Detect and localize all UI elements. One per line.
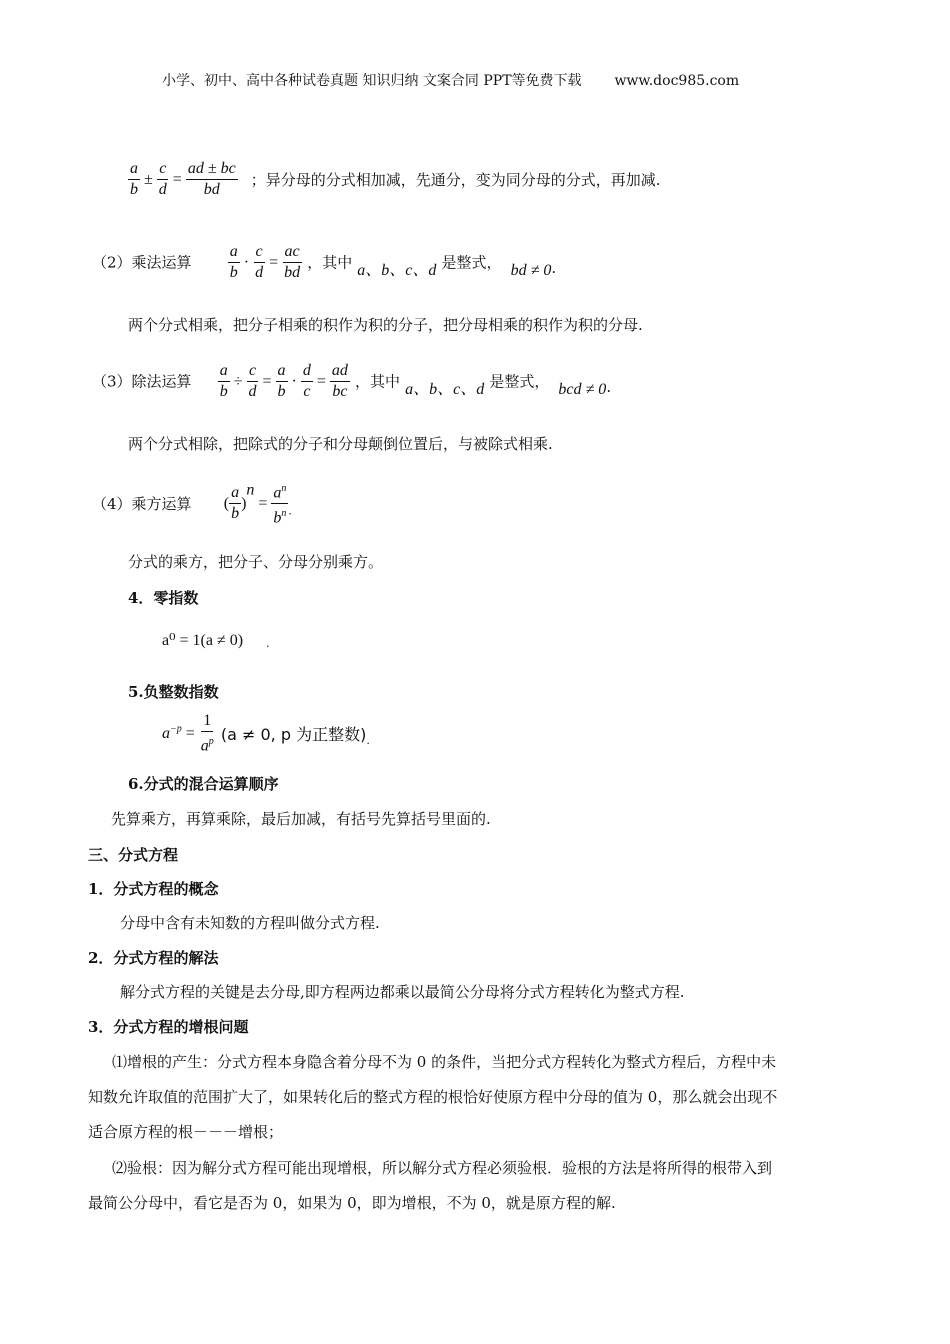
multiplication-is-int: 是整式， <box>441 253 502 272</box>
section3-p1-line1: ⑴增根的产生：分式方程本身隐含着分母不为 0 的条件，当把分式方程转化为整式方程后，方程中未 <box>112 1053 777 1071</box>
order-desc: 先算乘方，再算乘除，最后加减，有括号先算括号里面的. <box>111 810 491 828</box>
section3-title: 三、分式方程 <box>88 846 179 864</box>
division-vars: a、b、c、d <box>405 381 485 398</box>
section3-c3-title: 3．分式方程的增根问题 <box>88 1018 249 1036</box>
neg-exp-row: $a^{-p}$ = $\frac{1}{a^p}$ (a ≠ 0, p 为正整数)$_.$ <box>162 712 370 755</box>
header-text: 小学、初中、高中各种试卷真题 知识归纳 文案合同 PPT等免费下载 <box>162 73 582 89</box>
section3-p2-line1: ⑵验根：因为解分式方程可能出现增根，所以解分式方程必须验根．验根的方法是将所得的根带入到 <box>112 1159 773 1177</box>
zero-exp-formula: a⁰ = 1(a ≠ 0) <box>162 632 244 649</box>
division-row: （3）除法运算 $\frac{a}{b}$ ÷ $\frac{c}{d}$ = $\frac{a}{b}$ · $\frac{d}{c}$ = $\frac{ad}{bc}$ ，其中 a、b、c、d 是整式， bcd ≠ 0. <box>92 362 612 400</box>
power-formula: $\frac{a}{b}$ <box>231 484 240 523</box>
division-desc: 两个分式相除，把除式的分子和分母颠倒位置后，与被除式相乘. <box>128 435 553 453</box>
addition-desc: ；异分母的分式相加减，先通分，变为同分母的分式，再加减. <box>250 170 661 189</box>
power-desc: 分式的乘方，把分子、分母分别乘方。 <box>128 553 384 571</box>
addition-formula: $\frac{a}{b}$ <box>130 160 138 198</box>
page-header <box>162 70 739 90</box>
multiplication-label: （2）乘法运算 <box>92 253 192 272</box>
multiplication-row: （2）乘法运算 $\frac{a}{b}$ · $\frac{c}{d}$ = $\frac{ac}{bd}$ ，其中 a、b、c、d 是整式， bd ≠ 0. <box>92 243 557 281</box>
section3-c1-text: 分母中含有未知数的方程叫做分式方程. <box>120 914 380 932</box>
section3-p1-line2: 知数允许取值的范围扩大了，如果转化后的整式方程的根恰好使原方程中分母的值为 0，那么就会出现不 <box>88 1088 778 1106</box>
power-row: （4）乘方运算 ( $\frac{a}{b}$ )$^n$= $\frac{a^n}{b^n}$ $_.$ <box>92 481 292 527</box>
division-cond: bcd ≠ 0 <box>558 381 607 398</box>
division-formula: $\frac{a}{b}$ <box>219 362 228 400</box>
section3-p2-line2: 最简公分母中，看它是否为 0，如果为 0，即为增根，不为 0，就是原方程的解. <box>88 1194 616 1212</box>
multiplication-desc: 两个分式相乘，把分子相乘的积作为积的分子，把分母相乘的积作为积的分母. <box>128 316 643 334</box>
multiplication-cond: bd ≠ 0 <box>510 262 552 279</box>
section3-c2-title: 2．分式方程的解法 <box>88 949 219 967</box>
power-label: （4）乘方运算 <box>92 494 192 513</box>
zero-exp-title: 4．零指数 <box>128 589 199 607</box>
multiplication-formula: $\frac{a}{b}$ <box>229 243 238 281</box>
section3-c1-title: 1．分式方程的概念 <box>88 880 219 898</box>
neg-exp-formula: $a^{-p}$ <box>162 723 182 743</box>
division-label: （3）除法运算 <box>92 372 192 391</box>
section3-p1-line3: 适合原方程的根－－－增根； <box>88 1123 284 1141</box>
section3-c2-text: 解分式方程的关键是去分母,即方程两边都乘以最简公分母将分式方程转化为整式方程. <box>120 983 685 1001</box>
division-is-int: 是整式， <box>489 372 550 391</box>
multiplication-vars: a、b、c、d <box>357 262 437 279</box>
neg-exp-cond: (a ≠ 0, p 为正整数) <box>220 725 367 745</box>
header-url: www.doc985.com <box>614 73 740 89</box>
neg-exp-title: 5.负整数指数 <box>128 683 219 701</box>
order-title: 6.分式的混合运算顺序 <box>128 775 279 793</box>
multiplication-where: ，其中 <box>307 253 353 272</box>
division-where: ，其中 <box>355 372 401 391</box>
addition-formula-row: $\frac{a}{b}$ ± $\frac{c}{d}$ = $\frac{ad \pm bc}{bd}$ ；异分母的分式相加减，先通分，变为同分母的分式，再加减. <box>130 160 661 198</box>
